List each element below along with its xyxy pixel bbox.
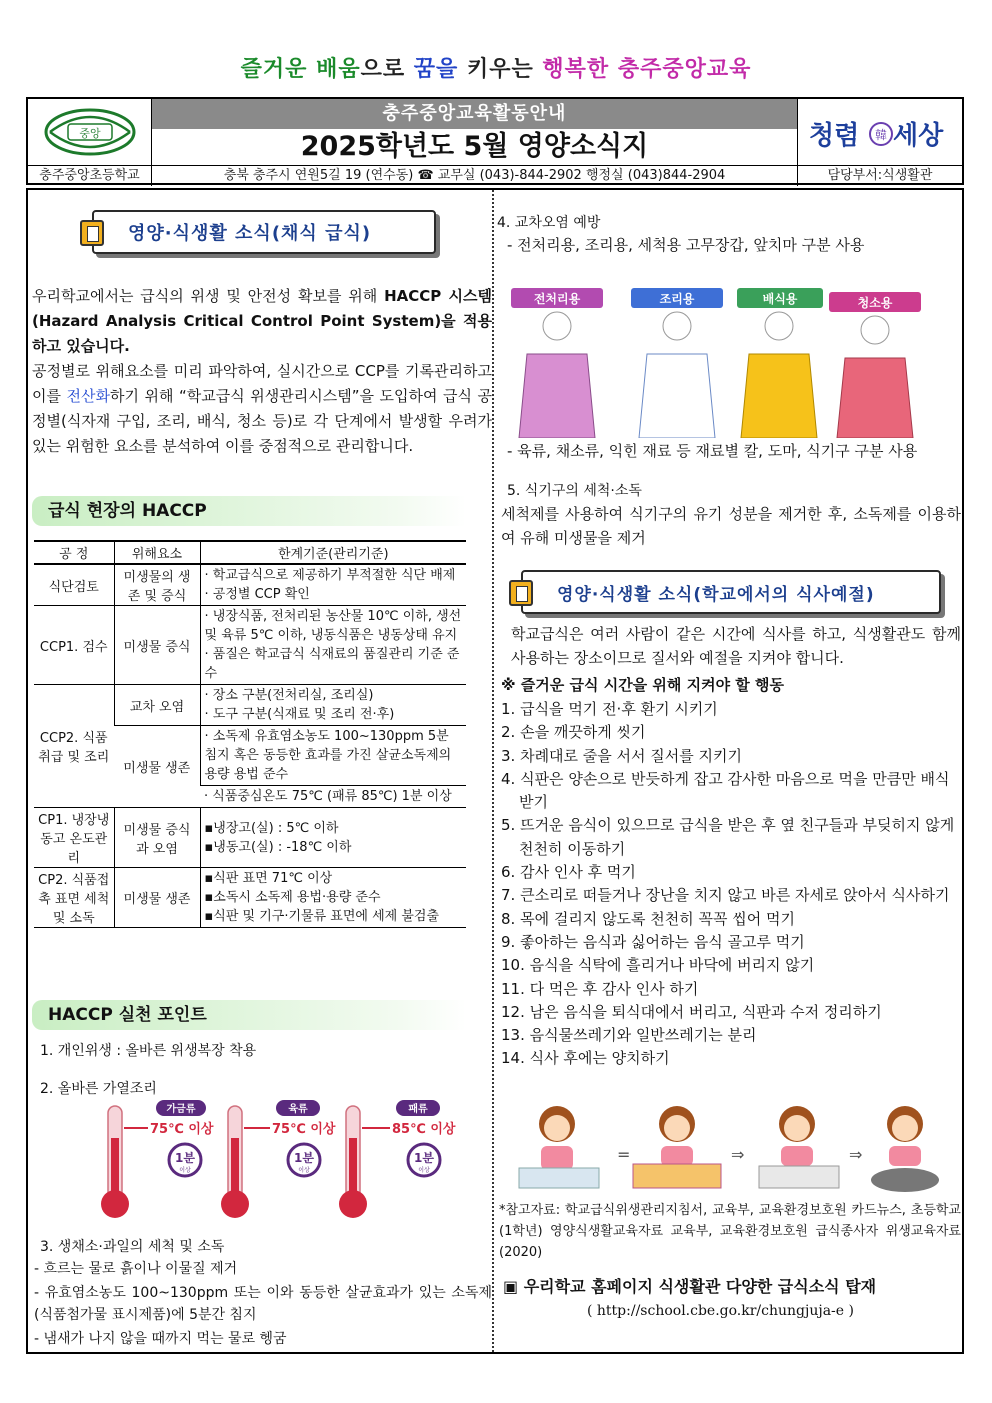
thermo-category: 패류 [408, 1104, 428, 1115]
table-cell [200, 564, 466, 606]
reference-note: *참고자료: 학교급식위생관리지침서, 교육부, 교육환경보호원 카드뉴스, 초등학교(1학년) 영양식생활교육자료 교육부, 교육환경보호원 급식종사자 위생교육자료(2020) [499, 1203, 961, 1260]
page-title: 2025학년도 5월 영양소식지 [300, 131, 649, 162]
table-cell [200, 685, 466, 726]
table-cell: CP2. 식품접촉 표면 세척 및 소독 [34, 868, 114, 928]
apron-label: 조리용 [659, 292, 695, 306]
school-name: 충주중앙초등학교 [28, 166, 152, 186]
apron-label: 전처리용 [533, 292, 581, 306]
intro-text: 하기 위해 “학교급식 위생관리시스템”을 도입하여 급식 공정별(식자재 구입, 조리, 배식, 청소 등)로 각 단계에서 발생할 우려가 있는 위험한 요소를 분석하여 이를 중점적으로 관리합니다. [32, 387, 492, 455]
intro-paragraph [32, 284, 492, 459]
point-3b: - 유효염소농도 100~130ppm 또는 이와 동등한 살균효과가 있는 소독제(식품첨가물 표시제품)에 5분간 침지 [34, 1285, 492, 1323]
criteria-line: ▪식판 및 기구·기물류 표면에 세제 불검출 [204, 909, 440, 924]
list-item: 14. 식사 후에는 양치하기 [501, 1049, 670, 1068]
section-title: 영양·식생활 소식(학교에서의 식사예절) [557, 584, 875, 605]
list-item: 10. 음식을 식탁에 흘리거나 바닥에 버리지 않기 [501, 956, 815, 975]
logo-text: 중앙 [78, 127, 101, 140]
point-4: 4. 교차오염 예방 [497, 215, 601, 231]
clipboard-icon [509, 580, 533, 606]
table-cell [200, 726, 466, 786]
motto [0, 52, 992, 83]
point-3a: - 흐르는 물로 흙이나 이물질 제거 [34, 1261, 238, 1277]
table-row [34, 808, 466, 868]
table-header: 위해요소 [114, 541, 200, 564]
child-clearing-tray-icon [871, 1106, 939, 1192]
list-item: 11. 다 먹은 후 감사 인사 하기 [501, 979, 699, 998]
thermo-sub: 이상 [179, 1167, 191, 1174]
apron-label: 배식용 [762, 292, 798, 306]
list-item: 3. 차례대로 줄을 서서 질서를 지키기 [501, 746, 743, 765]
clipboard-icon [80, 220, 104, 246]
thermo-category: 가금류 [166, 1104, 196, 1115]
section-badge-vegan [92, 210, 436, 254]
apron-figure [511, 288, 603, 438]
point-4b: - 육류, 채소류, 익힌 재료 등 재료별 칼, 도마, 식기구 구분 사용 [507, 442, 918, 460]
motto-word: 으로 [360, 57, 406, 82]
motto-word: 키우는 [466, 57, 534, 82]
table-cell [200, 606, 466, 685]
child-eating-icon [759, 1106, 839, 1188]
list-item: 8. 목에 걸리지 않도록 천천히 꼭꼭 씹어 먹기 [501, 909, 796, 928]
table-cell: 미생물의 생존 및 증식 [114, 564, 200, 606]
list-item: 4. 식판은 양손으로 반듯하게 잡고 감사한 마음으로 먹을 만큼만 배식받기 [501, 769, 950, 812]
motto-word: 행복한 [542, 57, 610, 82]
point-3c: - 냄새가 나지 않을 때까지 먹는 물로 헹굼 [34, 1331, 287, 1347]
list-item: 13. 음식물쓰레기와 일반쓰레기는 분리 [501, 1026, 757, 1045]
column-divider [492, 190, 494, 1352]
thermometer-group [90, 1098, 470, 1228]
table-cell: 미생물 증식과 오염 [114, 808, 200, 868]
table-cell: 식단검토 [34, 564, 114, 606]
intro-text-bold: HACCP 시스템(Hazard Analysis Critical Control Point System)을 적용하고 있습니다. [32, 287, 493, 355]
point-2: 2. 올바른 가열조리 [40, 1081, 157, 1097]
list-item: 1. 급식을 먹기 전·후 환기 시키기 [501, 700, 718, 718]
section-bar-haccp: 급식 현장의 HACCP [32, 496, 466, 526]
apron-figure [631, 288, 723, 438]
table-cell [200, 868, 466, 928]
criteria-line: · 장소 구분(전처리실, 조리실) [204, 688, 374, 703]
manners-illustration [509, 1102, 949, 1194]
table-cell: CCP1. 검수 [34, 606, 114, 685]
rules-list [501, 698, 961, 1071]
table-cell: 미생물 증식 [114, 606, 200, 685]
haccp-table [34, 540, 466, 928]
thermo-sub: 이상 [298, 1167, 310, 1174]
arrow: ⇒ [849, 1145, 863, 1164]
point-4a: - 전처리용, 조리용, 세척용 고무장갑, 앞치마 구분 사용 [507, 236, 865, 254]
table-row [34, 606, 466, 685]
criteria-line: · 학교급식으로 제공하기 부적절한 식단 배제 [204, 568, 456, 583]
intro-text: 우리학교에서는 급식의 위생 및 안전성 확보를 위해 [32, 287, 385, 305]
criteria-line: · 품질은 학교급식 식재료의 품질관리 기준 준수 [204, 647, 460, 681]
apron-figure [829, 292, 921, 438]
child-washing-hands-icon [519, 1106, 599, 1188]
apron-label: 청소용 [857, 296, 893, 310]
manners-intro: 학교급식은 여러 사람이 같은 시간에 식사를 하고, 식생활관도 함께 사용하는 장소이므로 질서와 예절을 지켜야 합니다. [511, 625, 961, 667]
table-cell: CCP2. 식품취급 및 조리 [34, 685, 114, 808]
list-item: 12. 남은 음식을 퇴식대에서 버리고, 식판과 수저 정리하기 [501, 1002, 882, 1021]
point-3: 3. 생채소·과일의 세척 및 소독 [40, 1239, 225, 1255]
school-logo [28, 99, 152, 165]
section-title: 영양·식생활 소식(채식 급식) [128, 223, 372, 244]
criteria-line: ▪소독시 소독제 용법·용량 준수 [204, 890, 381, 905]
thermo-time: 1분 [175, 1151, 195, 1165]
thermo-time: 1분 [294, 1151, 314, 1165]
header-band: 충주중앙교육활동안내 [152, 99, 797, 129]
department: 담당부서:식생활관 [827, 168, 933, 183]
criteria-line: · 냉장식품, 전처리된 농산물 10℃ 이하, 생선 및 육류 5℃ 이하, 냉동식품은 냉동상태 유지 [204, 609, 462, 643]
list-item: 7. 큰소리로 떠들거나 장난을 치지 않고 바른 자세로 앉아서 식사하기 [501, 886, 950, 905]
homepage-link[interactable]: ( http://school.cbe.go.kr/chungjuja-e ) [587, 1303, 854, 1319]
table-header: 한계기준(관리기준) [200, 541, 466, 564]
table-cell: 미생물 생존 [114, 868, 200, 928]
motto-word: 배움 [316, 57, 361, 82]
motto-word: 즐거운 [240, 57, 308, 82]
homepage-notice: ▣ 우리학교 홈페이지 식생활관 다양한 급식소식 탑재 [503, 1277, 877, 1296]
table-row [34, 564, 466, 606]
intro-text: 공정별로 위해요소를 미리 파악하여, 실시간으로 CCP를 기록관리하고 이를 [32, 362, 492, 405]
apron-figure [737, 288, 823, 438]
table-cell: · 식품중심온도 75℃ (패류 85℃) 1분 이상 [200, 786, 466, 808]
rules-title: ※ 즐거운 급식 시간을 위해 지켜야 할 행동 [501, 676, 784, 694]
list-item: 6. 감사 인사 후 먹기 [501, 863, 636, 882]
table-cell: 미생물 생존 [114, 726, 200, 808]
arrow: ⇒ [731, 1145, 745, 1164]
thermo-category: 육류 [288, 1104, 308, 1115]
point-1: 1. 개인위생 : 올바른 위생복장 착용 [40, 1043, 257, 1059]
thermo-temp: 75℃ 이상 [150, 1122, 214, 1137]
motto-word: 충주중앙교육 [617, 57, 752, 82]
thermo-sub: 이상 [418, 1167, 430, 1174]
list-item: 2. 손을 깨끗하게 씻기 [501, 723, 646, 742]
criteria-line: · 공정별 CCP 확인 [204, 587, 310, 602]
motto-word: 꿈을 [413, 57, 459, 82]
apron-illustrations [505, 288, 925, 438]
integrity-logo [798, 99, 962, 165]
section-badge-manners [521, 570, 941, 614]
school-address: 충북 충주시 연원5길 19 (연수동) ☎ 교무실 (043)-844-2902 행정실 (043)844-2904 [152, 166, 798, 186]
thermo-temp: 75℃ 이상 [272, 1122, 336, 1137]
newsletter-header [26, 97, 964, 185]
brand-text-b: 세상 [893, 121, 944, 151]
criteria-line: · 도구 구분(식재료 및 조리 전·후) [204, 707, 395, 722]
list-item: 9. 좋아하는 음식과 싫어하는 음식 골고루 먹기 [501, 932, 805, 951]
table-row [34, 685, 466, 726]
table-cell [200, 808, 466, 868]
table-header: 공 정 [34, 541, 114, 564]
point-5a: 세척제를 사용하여 식기구의 유기 성분을 제거한 후, 소독제를 이용하여 유해 미생물을 제거 [501, 505, 961, 547]
point-5: 5. 식기구의 세척·소독 [507, 483, 642, 499]
intro-text-blue: 전산화 [66, 387, 110, 405]
child-with-tray-icon [633, 1106, 721, 1188]
table-row [34, 868, 466, 928]
table-cell: 교차 오염 [114, 685, 200, 726]
criteria-line: ▪냉동고(실) : -18℃ 이하 [204, 839, 352, 855]
criteria-line: ▪식판 표면 71℃ 이상 [204, 871, 333, 886]
criteria-line: · 소독제 유효염소농도 100~130ppm 5분 침지 혹은 동등한 효과를 가진 살균소독제의 용량 용법 준수 [204, 729, 452, 782]
brand-text-a: 청렴 [809, 121, 860, 151]
brand-center: 韓 [874, 128, 888, 142]
section-bar-practice: HACCP 실천 포인트 [32, 1000, 466, 1030]
arrow: = [617, 1145, 631, 1164]
thermo-temp: 85℃ 이상 [392, 1122, 456, 1137]
thermo-time: 1분 [414, 1151, 434, 1165]
table-cell: CP1. 냉장냉동고 온도관리 [34, 808, 114, 868]
list-item: 5. 뜨거운 음식이 있으므로 급식을 받은 후 옆 친구들과 부딪히지 않게 천천히 이동하기 [501, 816, 955, 858]
criteria-line: ▪냉장고(실) : 5℃ 이하 [204, 820, 339, 836]
